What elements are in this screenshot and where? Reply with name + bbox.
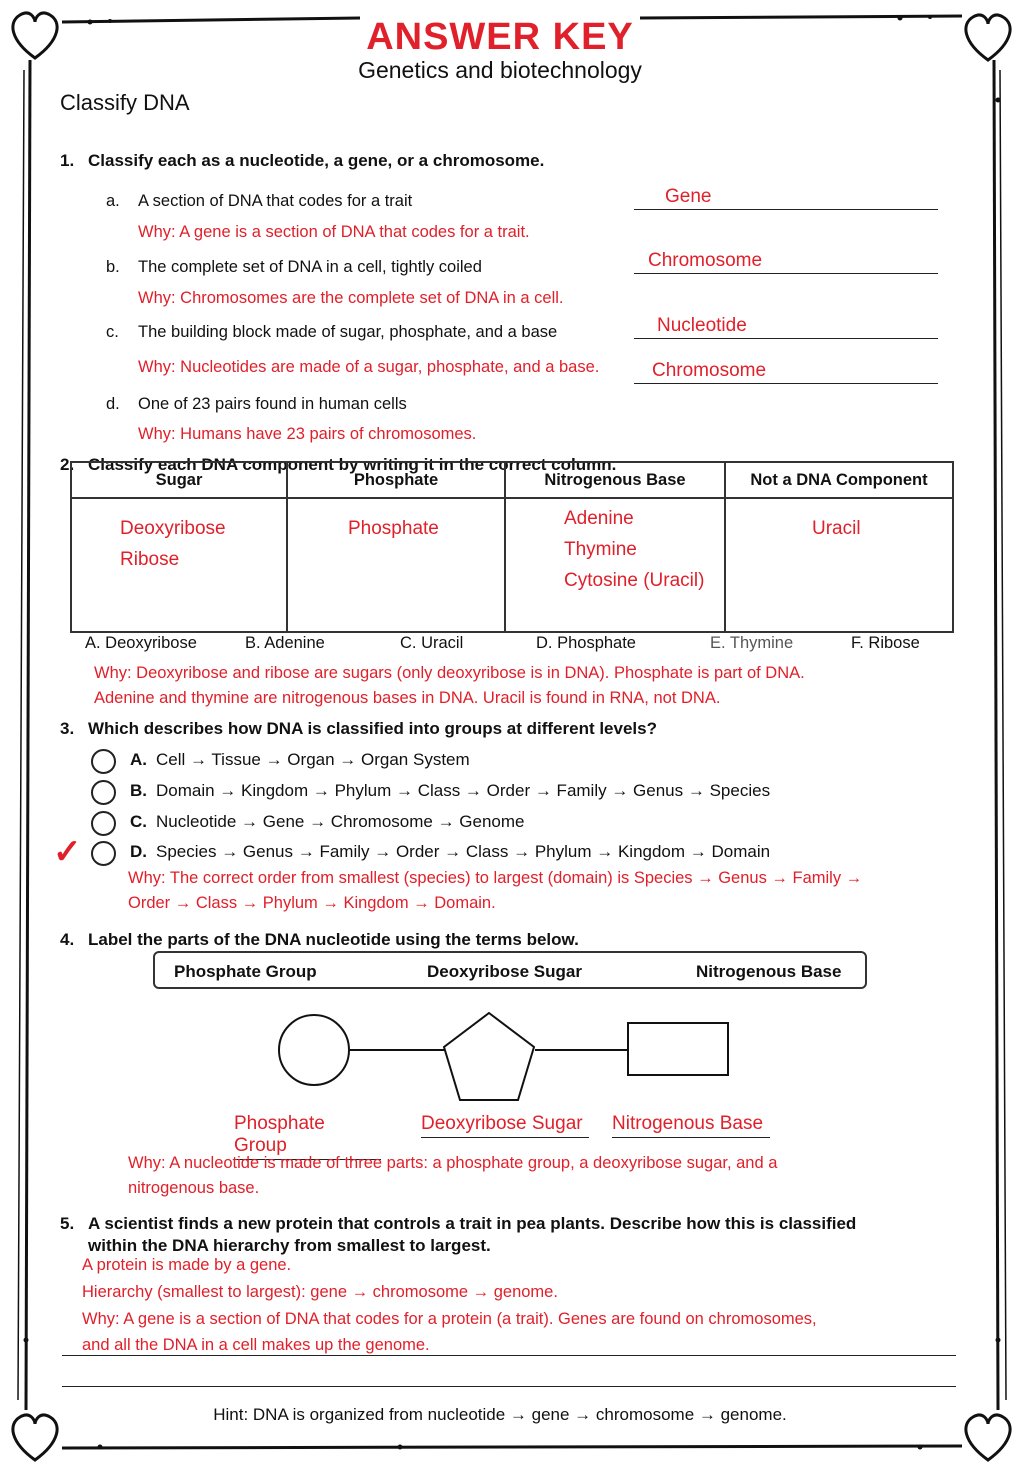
choice-item: E. Thymine bbox=[710, 634, 794, 652]
option-d: D. Species → Genus → Family → Order → Class → Phylum → Kingdom → Domain bbox=[130, 842, 771, 861]
question-4: 4. Label the parts of the DNA nucleotide using the terms below. bbox=[60, 930, 579, 949]
label-phosphate-group: Phosphate Group bbox=[234, 1113, 381, 1160]
option-c: C. Nucleotide → Gene → Chromosome → Genome bbox=[130, 812, 525, 831]
q1-answer-c: Nucleotide bbox=[657, 315, 747, 336]
question-3: 3. Which describes how DNA is classified into groups at different levels? bbox=[60, 719, 657, 738]
choice-item: C. Uracil bbox=[400, 634, 464, 652]
checkmark-icon: ✓ bbox=[53, 833, 82, 871]
radio-option-a[interactable] bbox=[91, 749, 116, 774]
question-prompt: Classify each as a nucleotide, a gene, or a chromosome. bbox=[88, 151, 545, 170]
dna-classification-table bbox=[70, 461, 954, 633]
q1-item-d: d. One of 23 pairs found in human cells bbox=[106, 395, 407, 413]
q1-why-a: Why: A gene is a section of DNA that codes for a trait. bbox=[138, 223, 530, 241]
q1-item-c: c. The building block made of sugar, phosphate, and a base bbox=[106, 323, 558, 341]
q5-answer-line3: Why: A gene is a section of DNA that codes for a protein (a trait). Genes are found on chromosomes, bbox=[82, 1310, 817, 1328]
q1-why-d: Why: Humans have 23 pairs of chromosomes. bbox=[138, 425, 477, 443]
page-subtitle: Genetics and biotechnology bbox=[358, 57, 642, 83]
label-nitrogenous-base: Nitrogenous Base bbox=[612, 1113, 770, 1138]
question-prompt: Label the parts of the DNA nucleotide using the terms below. bbox=[88, 930, 579, 949]
q2-why-line2: Adenine and thymine are nitrogenous bases in DNA. Uracil is found in RNA, not DNA. bbox=[94, 689, 721, 707]
sugar-pentagon bbox=[444, 1013, 534, 1100]
q1-item-a: a. A section of DNA that codes for a trait bbox=[106, 192, 413, 210]
writing-line[interactable] bbox=[62, 1386, 956, 1387]
header-sugar: Sugar bbox=[71, 462, 287, 498]
term-item: Deoxyribose Sugar bbox=[427, 962, 582, 981]
radio-option-d[interactable] bbox=[91, 841, 116, 866]
q4-why-line1: Why: A nucleotide is made of three parts: a phosphate group, a deoxyribose sugar, and a bbox=[128, 1154, 778, 1172]
option-a: A. Cell → Tissue → Organ → Organ System bbox=[130, 750, 470, 769]
term-bank bbox=[153, 951, 867, 989]
q4-why-line2: nitrogenous base. bbox=[128, 1179, 260, 1197]
question-prompt: A scientist finds a new protein that controls a trait in pea plants. Describe how this is classified bbox=[88, 1214, 857, 1233]
q1-why-c: Why: Nucleotides are made of a sugar, phosphate, and a base. bbox=[138, 358, 600, 376]
nucleotide-diagram bbox=[270, 1005, 740, 1105]
question-5: 5. A scientist finds a new protein that controls a trait in pea plants. Describe how this is classified bbox=[60, 1214, 857, 1233]
question-prompt: Classify each DNA component by writing it in the correct column. bbox=[88, 455, 617, 474]
q1-answer-b: Chromosome bbox=[648, 250, 763, 271]
q3-why-line1: Why: The correct order from smallest (species) to largest (domain) is Species → Genus → Family → bbox=[128, 869, 863, 887]
header-not-dna: Not a DNA Component bbox=[725, 462, 953, 498]
q5-answer-line4: and all the DNA in a cell makes up the genome. bbox=[82, 1336, 430, 1354]
term-item: Nitrogenous Base bbox=[696, 962, 842, 981]
radio-option-c[interactable] bbox=[91, 811, 116, 836]
option-b: B. Domain → Kingdom → Phylum → Class → Order → Family → Genus → Species bbox=[130, 781, 771, 800]
label-deoxyribose-sugar: Deoxyribose Sugar bbox=[421, 1113, 589, 1138]
cell-nitrogenous-base[interactable]: Adenine Thymine Cytosine (Uracil) bbox=[505, 498, 725, 632]
q1-answer-a: Gene bbox=[665, 186, 712, 207]
hint-text: Hint: DNA is organized from nucleotide → gene → chromosome → genome. bbox=[213, 1405, 787, 1424]
section-title: Classify DNA bbox=[60, 90, 190, 115]
q3-why-line2: Order → Class → Phylum → Kingdom → Domain. bbox=[128, 894, 496, 912]
choice-item: B. Adenine bbox=[245, 634, 325, 652]
q1-item-b: b. The complete set of DNA in a cell, tightly coiled bbox=[106, 258, 482, 276]
phosphate-circle bbox=[279, 1015, 349, 1085]
cell-not-dna[interactable]: Uracil bbox=[725, 498, 953, 632]
base-rectangle bbox=[628, 1023, 728, 1075]
q5-answer-line1: A protein is made by a gene. bbox=[82, 1256, 292, 1274]
question-prompt: Which describes how DNA is classified into groups at different levels? bbox=[88, 719, 657, 738]
question-1 bbox=[60, 151, 544, 171]
q1-why-b: Why: Chromosomes are the complete set of DNA in a cell. bbox=[138, 289, 564, 307]
q5-answer-line2: Hierarchy (smallest to largest): gene → chromosome → genome. bbox=[82, 1283, 558, 1301]
cell-phosphate[interactable]: Phosphate bbox=[287, 498, 505, 632]
choice-item: D. Phosphate bbox=[536, 634, 636, 652]
question-2: 2. Classify each DNA component by writing it in the correct column. bbox=[60, 455, 617, 474]
radio-option-b[interactable] bbox=[91, 780, 116, 805]
answer-key-title: ANSWER KEY bbox=[366, 16, 634, 58]
choice-item: F. Ribose bbox=[851, 634, 920, 652]
cell-sugar[interactable]: Deoxyribose Ribose bbox=[71, 498, 287, 632]
choice-item: A. Deoxyribose bbox=[85, 634, 197, 652]
header-nitrogenous-base: Nitrogenous Base bbox=[505, 462, 725, 498]
q1-answer-d: Chromosome bbox=[652, 360, 767, 381]
writing-line[interactable] bbox=[62, 1355, 956, 1356]
question-number: 1. bbox=[60, 151, 75, 170]
header-phosphate: Phosphate bbox=[287, 462, 505, 498]
q2-why-line1: Why: Deoxyribose and ribose are sugars (only deoxyribose is in DNA). Phosphate is part of DNA. bbox=[94, 664, 805, 682]
question-5-cont: within the DNA hierarchy from smallest to largest. bbox=[88, 1236, 491, 1255]
term-item: Phosphate Group bbox=[174, 962, 317, 981]
